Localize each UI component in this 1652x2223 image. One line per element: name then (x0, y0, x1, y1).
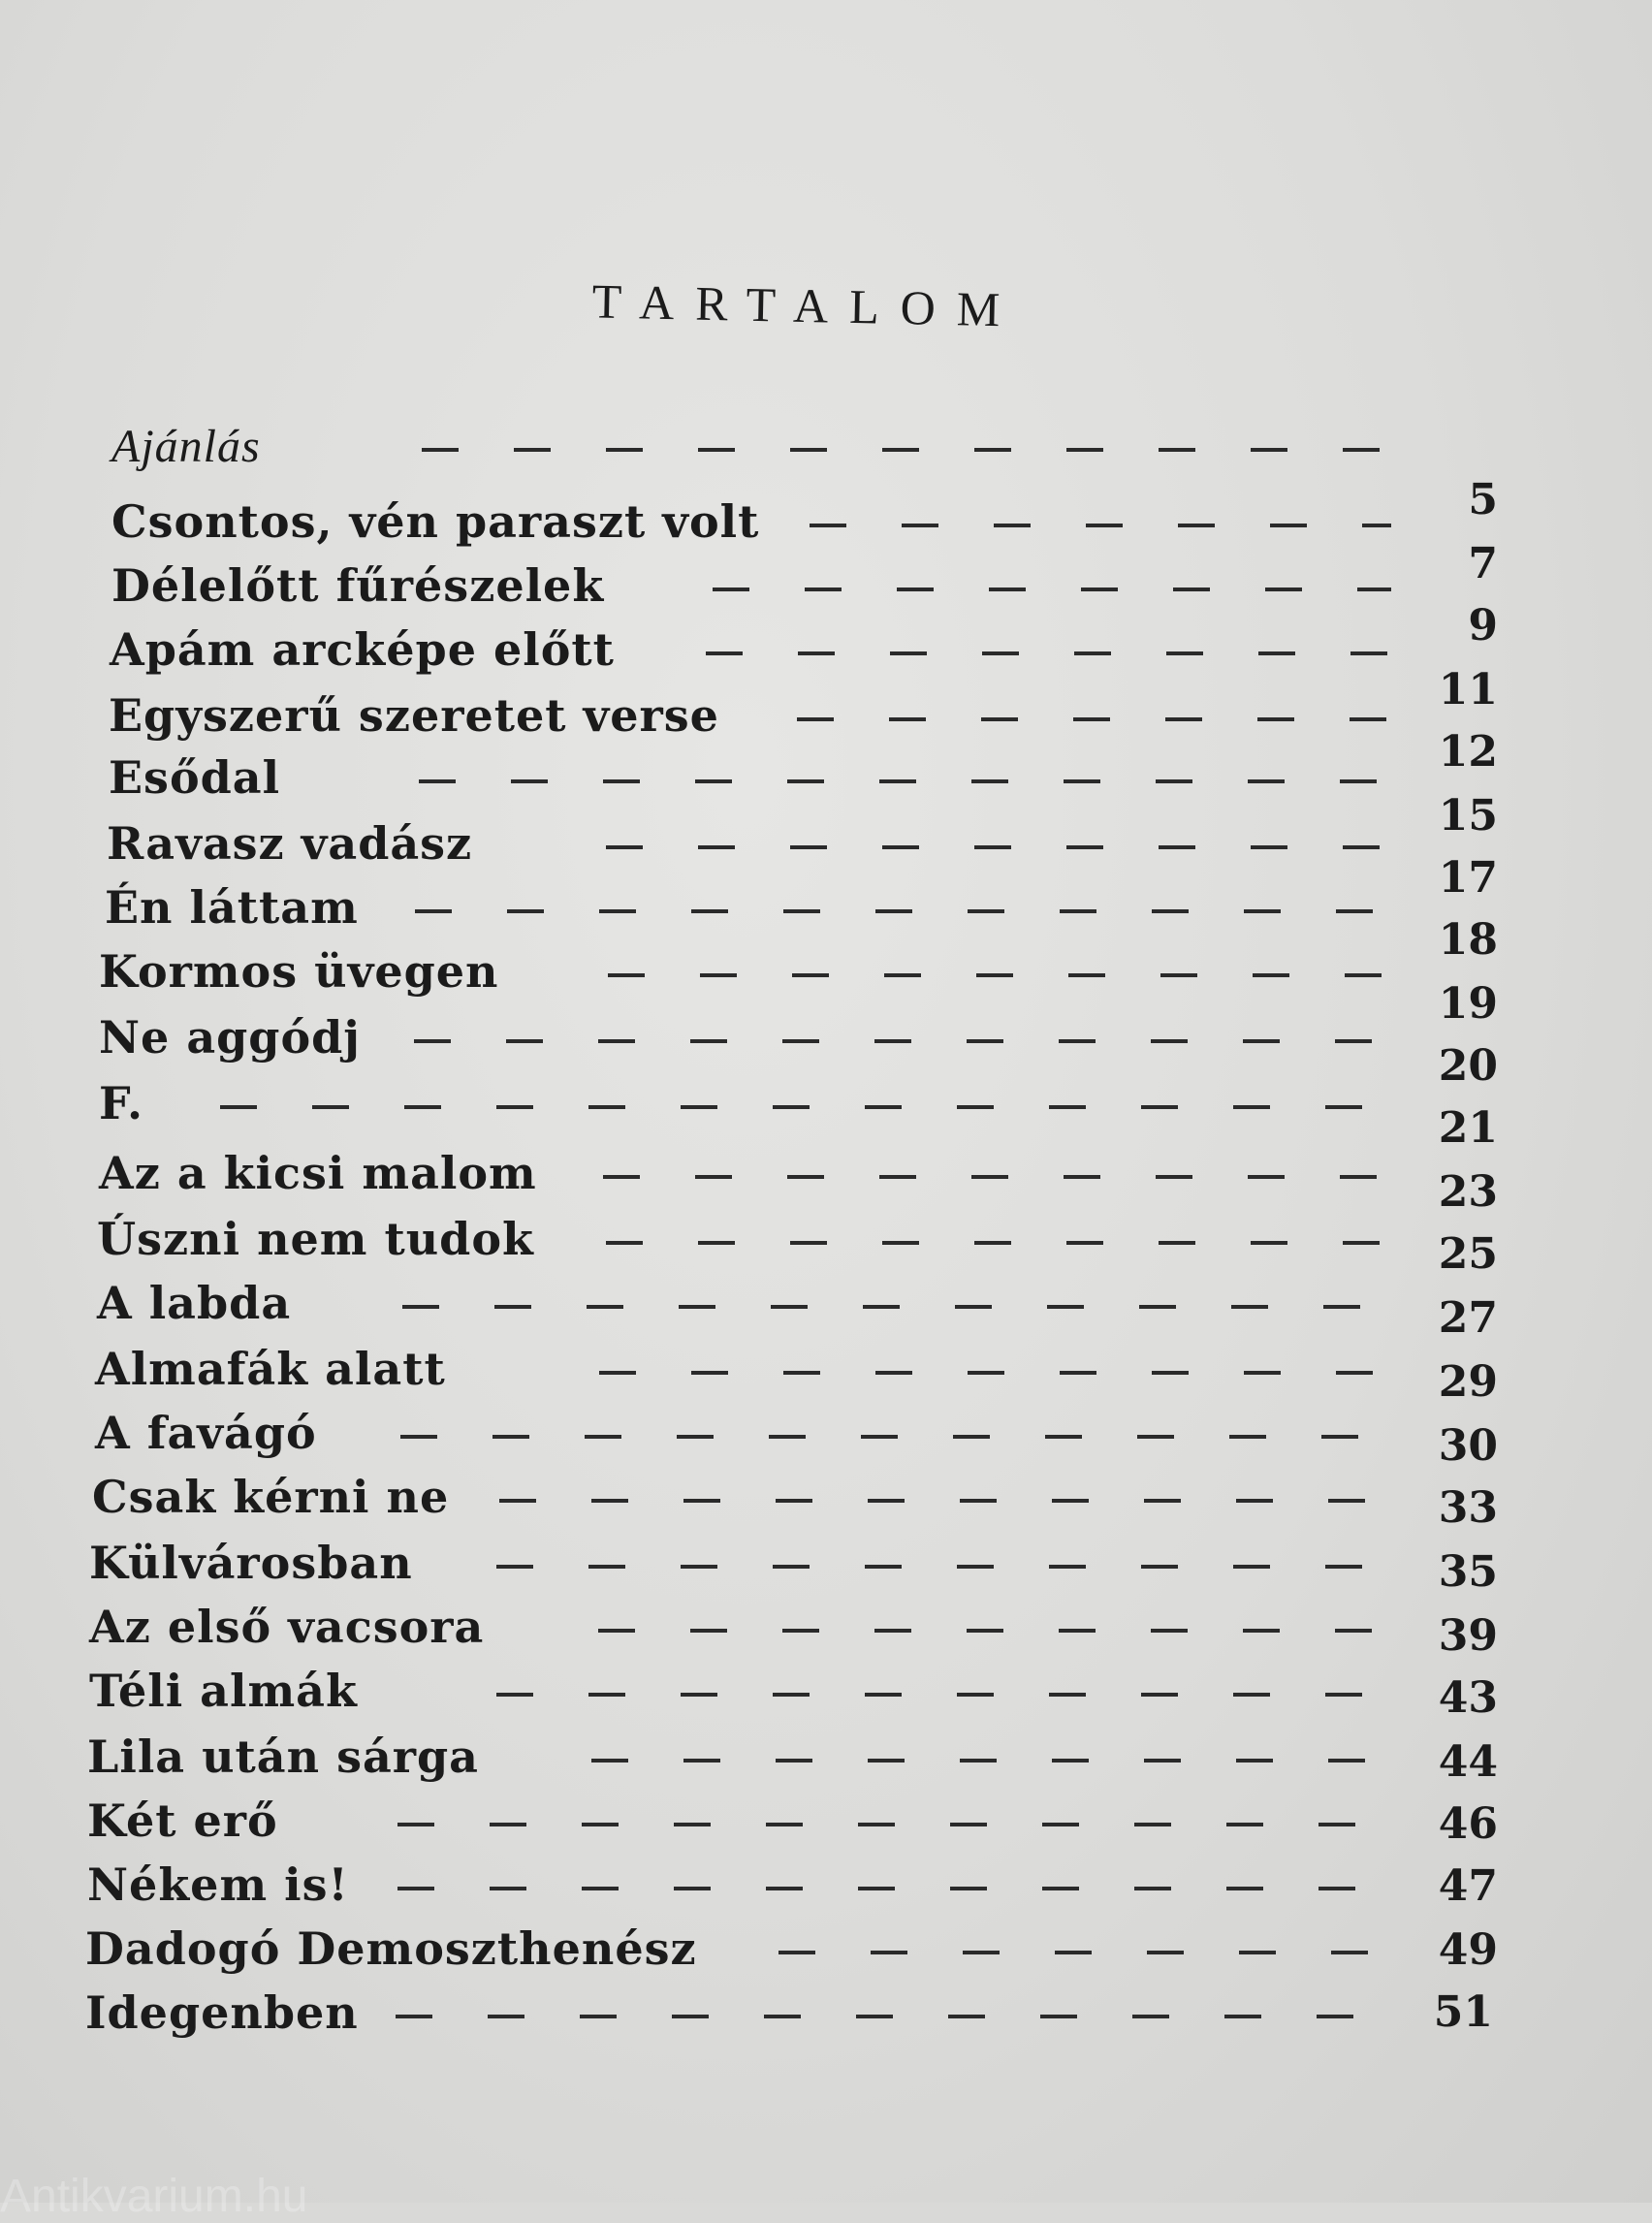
toc-entry-title: Két erő (87, 1794, 278, 1847)
toc-page-number: 17 (1438, 853, 1498, 903)
dot-leader (606, 1241, 1391, 1245)
dot-leader (706, 651, 1391, 655)
toc-entry (89, 1534, 1391, 1592)
toc-page-number: 18 (1438, 915, 1498, 965)
toc-page-number: 39 (1438, 1611, 1498, 1661)
dot-leader (499, 1499, 1391, 1503)
toc-page-number: 20 (1438, 1041, 1498, 1091)
toc-entry-title: Almafák alatt (95, 1343, 446, 1395)
toc-entry-title: Én láttam (105, 881, 359, 934)
toc-entry (92, 1468, 1391, 1526)
watermark: Antikvarium.hu (0, 2171, 308, 2222)
toc-page-number: 15 (1438, 791, 1498, 841)
dot-leader (608, 973, 1391, 977)
toc-page-number: 7 (1468, 539, 1498, 588)
toc-page-number: 43 (1438, 1673, 1498, 1723)
dot-leader (496, 1693, 1391, 1697)
toc-entry-title: Apám arcképe előtt (110, 623, 615, 676)
toc-entry (85, 1984, 1391, 2042)
toc-page-number: 12 (1438, 727, 1498, 777)
toc-entry (87, 1856, 1391, 1914)
toc-entry-title: Az a kicsi malom (99, 1147, 537, 1199)
toc-page-number: 46 (1438, 1799, 1498, 1849)
dot-leader (402, 1305, 1391, 1309)
toc-entry (89, 1662, 1391, 1720)
dot-leader (591, 1759, 1391, 1763)
toc-entry-title: Kormos üvegen (99, 945, 499, 998)
toc-entry (99, 1008, 1391, 1066)
toc-entry-title: Úszni nem tudok (97, 1213, 534, 1265)
dot-leader (397, 1887, 1391, 1890)
dot-leader (397, 1823, 1391, 1826)
toc-entry-title: Csontos, vén paraszt volt (111, 495, 760, 548)
dot-leader (496, 1565, 1391, 1569)
toc-entry-title: Csak kérni ne (92, 1471, 450, 1523)
toc-entry (95, 1340, 1391, 1398)
toc-page-number: 29 (1438, 1357, 1498, 1407)
toc-page-number: 27 (1438, 1293, 1498, 1343)
dot-leader (599, 1371, 1391, 1375)
toc-entry (109, 748, 1391, 807)
toc-entry (107, 814, 1391, 873)
toc-page-number: 21 (1438, 1103, 1498, 1153)
toc-entry (85, 1920, 1391, 1978)
toc-entry (97, 1210, 1391, 1268)
dot-leader (810, 524, 1391, 527)
dot-leader (400, 1435, 1391, 1439)
toc-page-number: 47 (1438, 1861, 1498, 1911)
dot-leader (797, 717, 1391, 721)
dot-leader (422, 448, 1391, 452)
toc-entry-title: Téli almák (89, 1665, 358, 1717)
toc-page-number: 51 (1433, 1987, 1493, 2037)
dot-leader (606, 845, 1391, 849)
toc-entry (105, 878, 1391, 937)
toc-entry (111, 417, 1391, 475)
toc-entry-title: Lila után sárga (87, 1731, 479, 1783)
toc-entry (111, 556, 1391, 615)
page-title: TARTALOM (591, 273, 1022, 337)
toc-entry (111, 492, 1391, 551)
dot-leader (415, 909, 1391, 913)
toc-entry-title: Idegenben (85, 1986, 359, 2039)
toc-page-number: 49 (1438, 1925, 1498, 1975)
dot-leader (713, 588, 1391, 591)
dot-leader (419, 779, 1391, 783)
toc-page-number: 44 (1438, 1737, 1498, 1787)
toc-entry (97, 1274, 1391, 1332)
toc-page-number: 33 (1438, 1483, 1498, 1533)
toc-entry (87, 1792, 1391, 1850)
toc-page-number: 25 (1438, 1229, 1498, 1279)
toc-entry-title: A labda (97, 1277, 292, 1329)
toc-entry-title: Ajánlás (111, 420, 261, 472)
toc-page-number: 19 (1438, 979, 1498, 1029)
dot-leader (220, 1105, 1391, 1109)
toc-entry (87, 1728, 1391, 1786)
toc-page-number: 35 (1438, 1547, 1498, 1597)
toc-entry-title: Az első vacsora (89, 1601, 485, 1653)
toc-entry-title: Egyszerű szeretet verse (109, 689, 719, 742)
dot-leader (778, 1951, 1391, 1954)
dot-leader (396, 2015, 1391, 2018)
toc-entry-title: Ne aggódj (99, 1011, 361, 1064)
toc-page-number: 9 (1468, 601, 1498, 651)
toc-entry (99, 1144, 1391, 1202)
dot-leader (598, 1629, 1391, 1633)
toc-entry (109, 686, 1391, 745)
toc-entry-title: Külvárosban (89, 1537, 413, 1589)
toc-entry-title: Esődal (109, 751, 281, 804)
toc-page-number: 5 (1468, 475, 1498, 524)
toc-entry-title: Ravasz vadász (107, 817, 473, 870)
toc-entry-title: Nékem is! (87, 1858, 349, 1911)
toc-entry (99, 1074, 1391, 1132)
toc-entry (99, 942, 1391, 1000)
toc-entry (95, 1404, 1391, 1462)
dot-leader (414, 1039, 1391, 1043)
toc-page-number: 23 (1438, 1167, 1498, 1217)
toc-entry-title: Délelőtt fűrészelek (111, 559, 605, 612)
toc-page-number: 30 (1438, 1421, 1498, 1471)
toc-entry-title: A favágó (95, 1407, 317, 1459)
toc-page-number: 11 (1438, 665, 1498, 715)
toc-entry (89, 1598, 1391, 1656)
toc-entry (110, 620, 1391, 679)
dot-leader (603, 1175, 1391, 1179)
toc-entry-title: F. (99, 1077, 144, 1129)
toc-entry-title: Dadogó Demoszthenész (85, 1922, 697, 1975)
